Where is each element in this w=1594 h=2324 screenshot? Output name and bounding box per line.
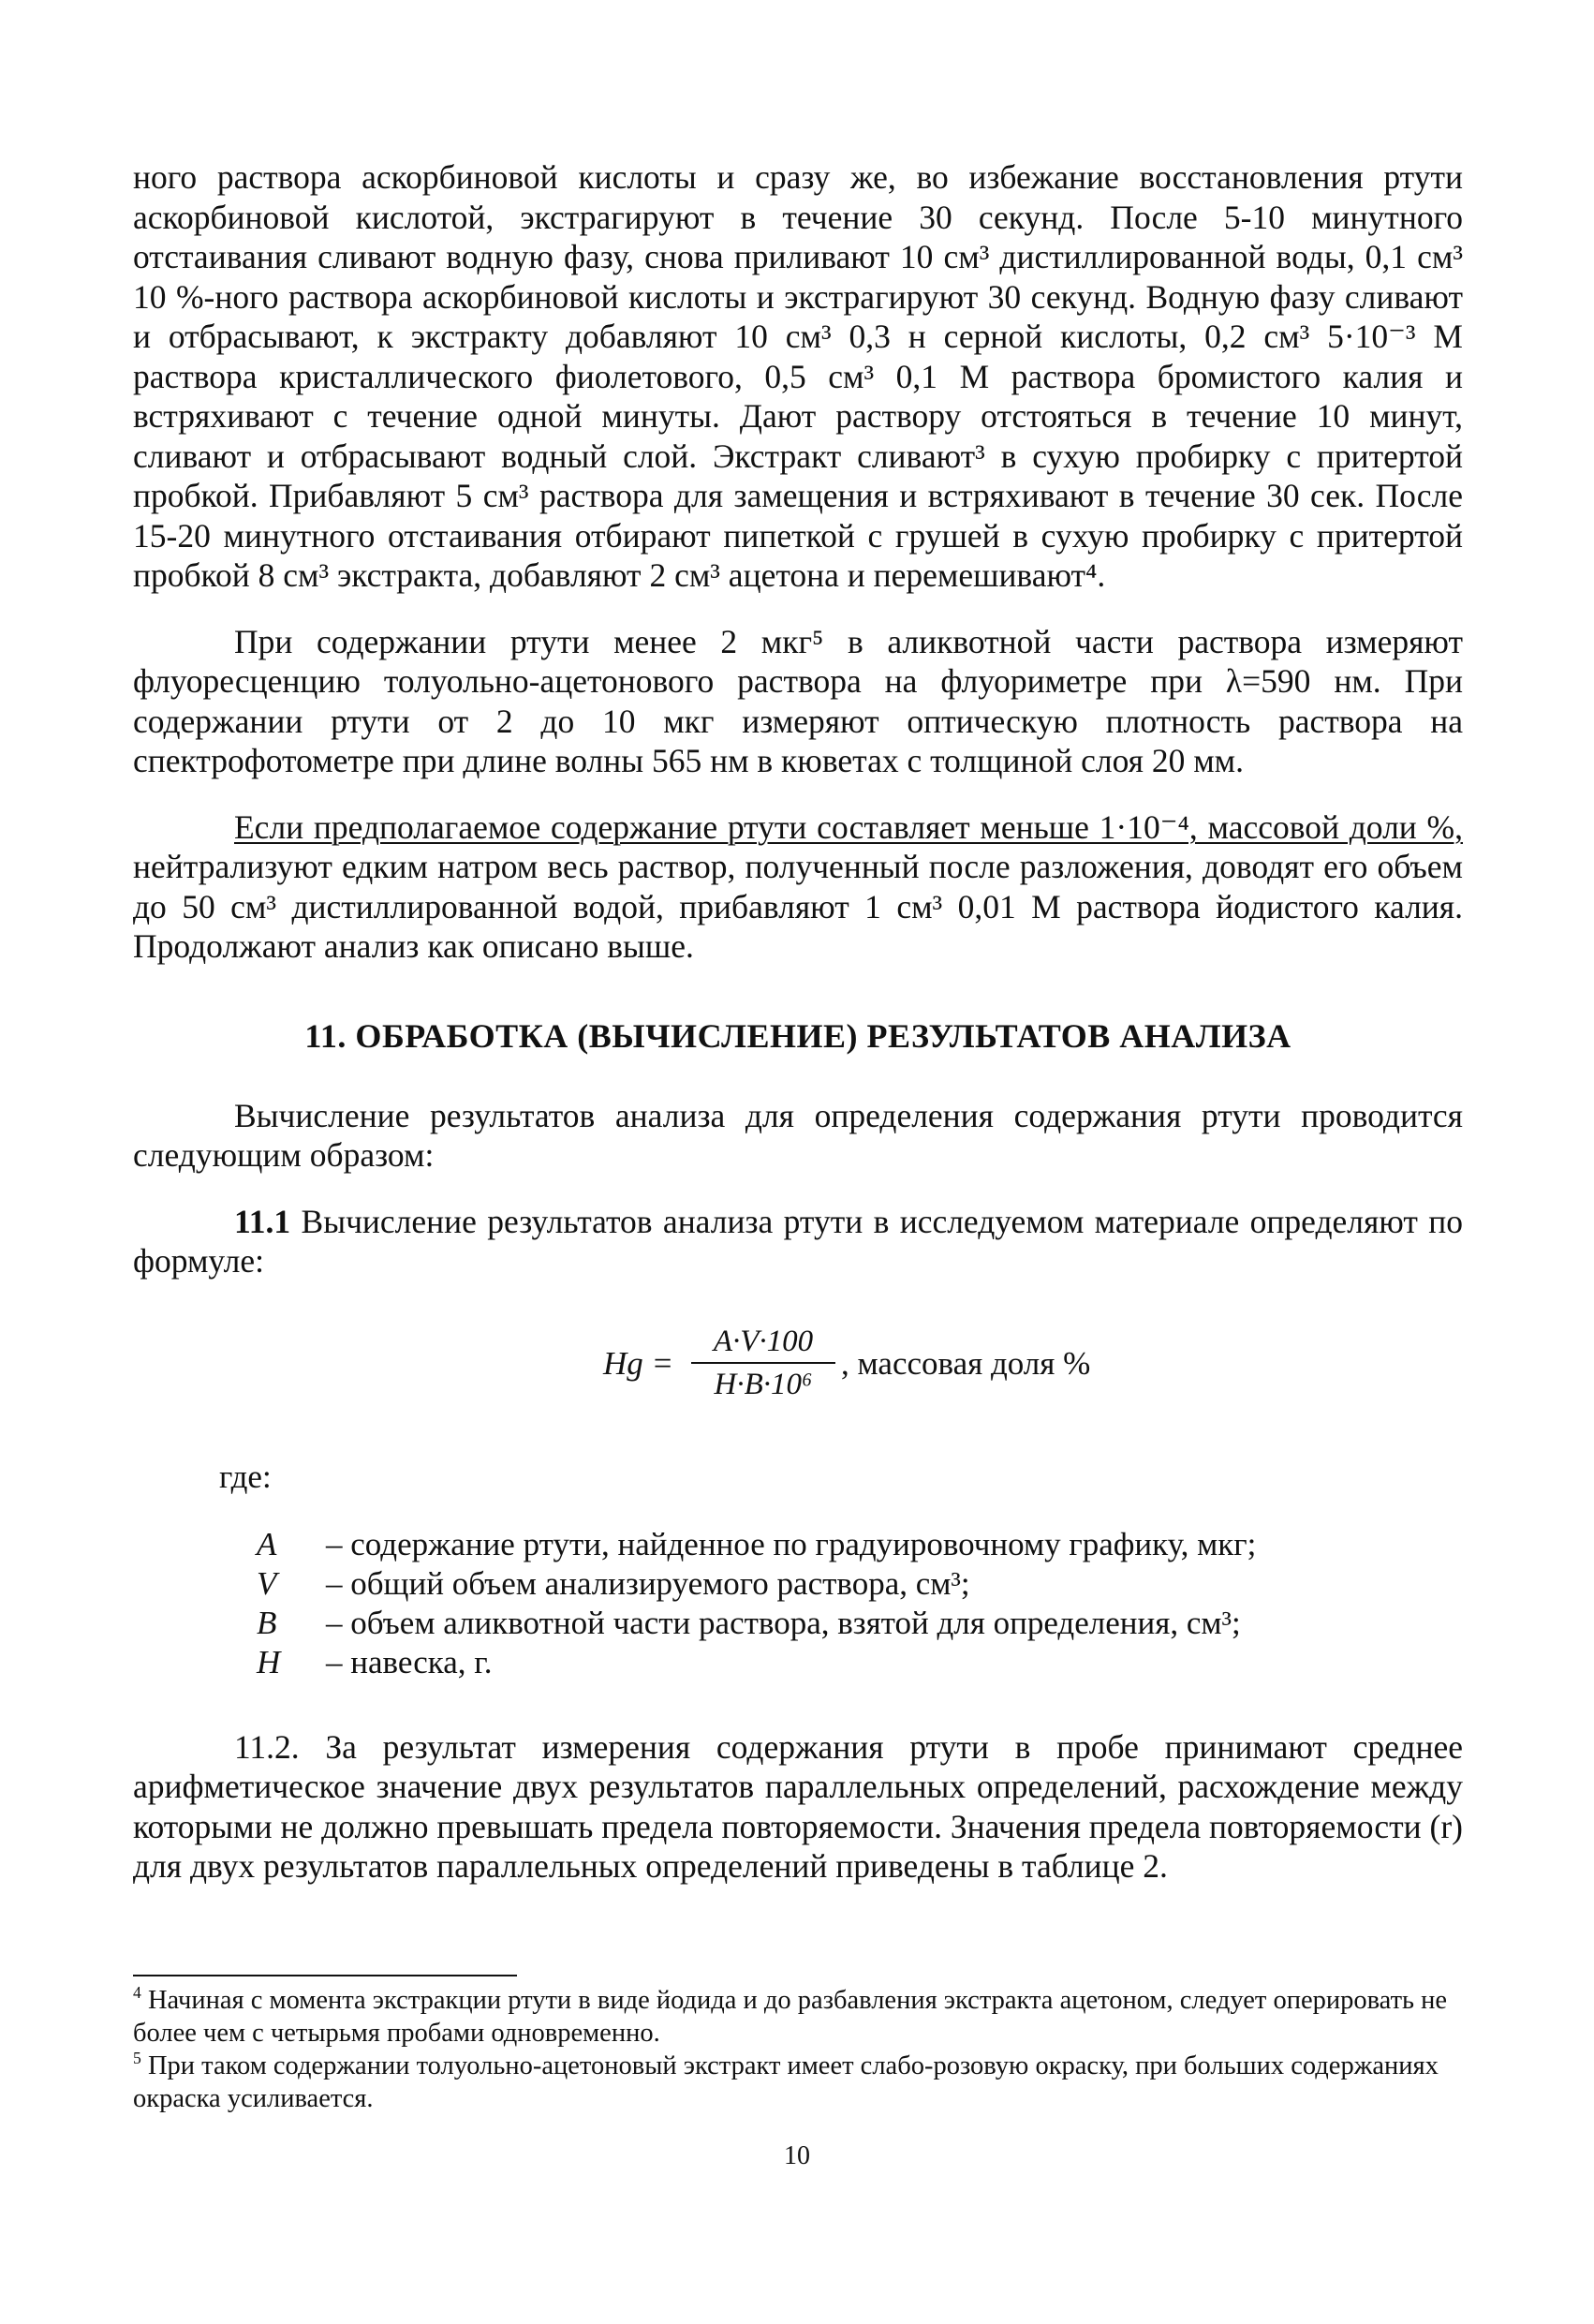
formula-lhs: Hg =: [603, 1344, 674, 1382]
footnote-5: [133, 2050, 1463, 2115]
page-number: 10: [784, 2141, 810, 2170]
formula-denominator: H·B·10⁶: [714, 1367, 813, 1401]
definition-row: [257, 1604, 1463, 1643]
footnote-divider: [133, 1975, 517, 1976]
formula-numerator: A·V·100: [713, 1324, 814, 1358]
footnote-text: При таком содержании толуольно-ацетоновый экстракт имеет слабо-розовую окраску, при больших содержаниях окраска усиливается.: [133, 2051, 1439, 2113]
definitions-list: [133, 1525, 1463, 1682]
definition-row: [257, 1643, 1463, 1682]
paragraph-procedure: ного раствора аскорбиновой кислоты и сразу же, во избежание восстановления ртути аскорбиновой кислотой, экстрагируют в течение 30 секунд. После 5-10 минутного отстаивания сливают водную фазу, снова приливают 10 см³ дистиллированной воды, 0,1 см³ 10 %-ного раствора аскорбиновой кислоты и экстрагируют 30 секунд. Водную фазу сливают и отбрасывают, к экстракту добавляют 10 см³ 0,3 н серной кислоты, 0,2 см³ 5·10⁻³ М раствора кристаллического фиолетового, 0,5 см³ 0,1 М раствора бромистого калия и встряхивают с течение одной минуты. Дают раствору отстояться в течение 10 минут, сливают и отбрасывают водный слой. Экстракт сливают³ в сухую пробирку с притертой пробкой. Прибавляют 5 см³ раствора для замещения и встряхивают в течение 30 сек. После 15-20 минутного отстаивания отбирают пипеткой с грушей в сухую пробирку с притертой пробкой 8 см³ экстракта, добавляют 2 см³ ацетона и перемешивают⁴.: [133, 158, 1463, 594]
definition-text: – общий объем анализируемого раствора, см³;: [326, 1564, 970, 1602]
footnote-mark: 5: [133, 2049, 141, 2068]
definition-symbol: V: [257, 1564, 277, 1602]
underlined-condition: Если предполагаемое содержание ртути составляет меньше 1·10⁻⁴, массовой доли %,: [234, 807, 1463, 846]
formula-fraction: [689, 1323, 837, 1403]
section-heading: 11. ОБРАБОТКА (ВЫЧИСЛЕНИЕ) РЕЗУЛЬТАТОВ АНАЛИЗА: [304, 1016, 1291, 1055]
definition-text: – содержание ртути, найденное по градуировочному графику, мкг;: [326, 1525, 1257, 1562]
definition-row: [257, 1525, 1463, 1564]
definition-text: – объем аликвотной части раствора, взятой для определения, см³;: [326, 1604, 1241, 1641]
footnote-text: Начиная с момента экстракции ртути в виде йодида и до разбавления экстракта ацетоном, следует оперировать не более чем с четырьмя пробами одновременно.: [133, 1986, 1448, 2048]
formula-rhs: , массовая доля %: [841, 1344, 1091, 1382]
clause-11-1: [133, 1202, 1463, 1281]
footnotes: [133, 1984, 1463, 2115]
definition-symbol: A: [257, 1525, 277, 1562]
where-label: где:: [219, 1458, 272, 1495]
paragraph-measurement: При содержании ртути менее 2 мкг⁵ в аликвотной части раствора измеряют флуоресценцию толуольно-ацетонового раствора на флуориметре при λ=590 нм. При содержании ртути от 2 до 10 мкг измеряют оптическую плотность раствора на спектрофотометре при длине волны 565 нм в кюветах с толщиной слоя 20 мм.: [133, 622, 1463, 779]
clause-11-1-text: Вычисление результатов анализа ртути в исследуемом материале определяют по формуле:: [133, 1202, 1463, 1280]
footnote-4: [133, 1984, 1463, 2050]
calc-intro: Вычисление результатов анализа для определения содержания ртути проводится следующим образом:: [133, 1096, 1463, 1174]
formula: [133, 1323, 1463, 1413]
clause-11-2: 11.2. За результат измерения содержания ртути в пробе принимают среднее арифметическое значение двух результатов параллельных определений, расхождение между которыми не должно превышать предела повторяемости. Значения предела повторяемости (r) для двух результатов параллельных определений приведены в таблице 2.: [133, 1727, 1463, 1885]
page-content: [133, 157, 1463, 1887]
paragraph-low-content-rest: нейтрализуют едким натром весь раствор, полученный после разложения, доводят его объем до 50 см³ дистиллированной водой, прибавляют 1 см³ 0,01 М раствора йодистого калия. Продолжают анализ как описано выше.: [133, 848, 1463, 965]
paragraph-low-content: [133, 807, 1463, 967]
fraction-bar: [691, 1362, 835, 1364]
definition-row: [257, 1564, 1463, 1604]
definition-symbol: B: [257, 1604, 277, 1641]
definition-text: – навеска, г.: [326, 1643, 493, 1680]
definition-symbol: H: [257, 1643, 281, 1680]
footnote-mark: 4: [133, 1983, 141, 2003]
clause-11-1-number: 11.1: [234, 1202, 291, 1240]
